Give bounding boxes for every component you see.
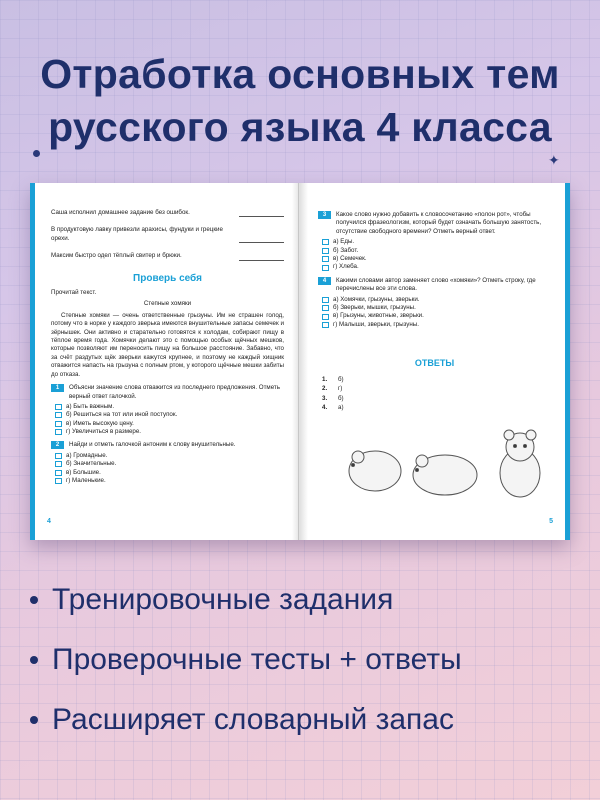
answer-row: 3. б) [322, 394, 344, 402]
text-title: Степные хомяки [143, 300, 192, 308]
hamster-icon [500, 430, 540, 497]
task-2-options [55, 452, 284, 486]
option[interactable]: б) Забот. [322, 247, 551, 255]
decor-dot [33, 150, 40, 157]
task-number: 2 [51, 441, 64, 449]
answer-row: 4. а) [322, 404, 344, 412]
option[interactable]: г) Хлеба. [322, 263, 551, 271]
checkbox[interactable] [322, 305, 329, 311]
headline-line-1: Отработка основных тем [40, 51, 560, 97]
task-1 [51, 384, 284, 401]
option[interactable]: а) Хомячки, грызуны, зверьки. [322, 296, 551, 304]
checkbox[interactable] [55, 429, 62, 435]
option[interactable]: а) Еды. [322, 238, 551, 246]
option[interactable]: в) Иметь высокую цену. [55, 420, 284, 428]
decor-star-icon: ✦ [548, 152, 560, 168]
feature-item: Проверочные тесты + ответы [30, 630, 590, 690]
checkbox[interactable] [55, 404, 62, 410]
instruction: Прочитай текст. [51, 289, 97, 297]
option[interactable]: в) Грызуны, животные, зверьки. [322, 312, 551, 320]
hamster-icon [413, 455, 477, 495]
headline-line-2: русского языка 4 класса [48, 104, 552, 150]
option[interactable]: г) Малыши, зверьки, грызуны. [322, 321, 551, 329]
task-2 [51, 441, 284, 449]
checkbox[interactable] [55, 453, 62, 459]
task-text: Какими словами автор заменяет слово «хомяки»? Отметь строку, где перечислены все эти слова. [336, 276, 536, 293]
bullet-icon [30, 596, 38, 604]
exercise-line: Максим быстро одел тёплый свитер и брюки. [51, 252, 284, 260]
checkbox[interactable] [322, 265, 329, 271]
task-text: Найди и отметь галочкой антоним к слову внушительные. [69, 441, 236, 449]
option[interactable]: в) Большие. [55, 469, 284, 477]
option[interactable]: в) Семечек. [322, 255, 551, 263]
checkbox[interactable] [55, 461, 62, 467]
checkbox[interactable] [322, 248, 329, 254]
checkbox[interactable] [322, 297, 329, 303]
page-number-left: 4 [47, 517, 51, 525]
task-number: 1 [51, 384, 64, 392]
checkbox[interactable] [322, 239, 329, 245]
checkbox[interactable] [322, 256, 329, 262]
page-number-right: 5 [549, 517, 553, 525]
left-page [30, 183, 299, 540]
feature-item: Расширяет словарный запас [30, 690, 590, 750]
task-3 [318, 211, 551, 236]
checkbox[interactable] [55, 412, 62, 418]
answer-row: 1. б) [322, 375, 344, 383]
task-1-options [55, 403, 284, 437]
answers-title: ОТВЕТЫ [414, 358, 455, 369]
option[interactable]: а) Быть важным. [55, 403, 284, 411]
checkbox[interactable] [55, 478, 62, 484]
checkbox[interactable] [55, 470, 62, 476]
task-text: Объясни значение слова отважится из последнего предложения. Отметь верный ответ галочкой. [69, 384, 280, 400]
task-4-options [322, 296, 551, 330]
headline [0, 48, 600, 154]
task-number: 4 [318, 277, 331, 285]
hamsters-illustration [340, 423, 560, 503]
section-title: Проверь себя [133, 272, 202, 284]
option[interactable]: б) Значительные. [55, 460, 284, 468]
option[interactable]: г) Увеличиться в размере. [55, 428, 284, 436]
exercise-line: В продуктовую лавку привезли арахисы, фундуки и грецкие орехи. [51, 226, 284, 243]
right-page [300, 183, 570, 540]
feature-item: Тренировочные задания [30, 570, 590, 630]
checkbox[interactable] [322, 314, 329, 320]
option[interactable]: г) Маленькие. [55, 477, 284, 485]
task-number: 3 [318, 211, 331, 219]
checkbox[interactable] [322, 322, 329, 328]
bullet-icon [30, 656, 38, 664]
task-3-options [322, 238, 551, 272]
feature-list [30, 570, 590, 750]
option[interactable]: а) Громадные. [55, 452, 284, 460]
option[interactable]: б) Зверьки, мышки, грызуны. [322, 304, 551, 312]
answer-row: 2. г) [322, 385, 343, 393]
book-spread [30, 183, 570, 540]
reading-text: Степные хомяки — очень ответственные грызуны. Им не страшен голод, потому что в норке у каждого зверька имеются внушительные запасы семечек и зёрнышек. Они активно и старательно готовятся к холодам, собирают пищу в тёплое время года. Хомячки делают это с помощью особых щёчных мешков, которые позволяют им переносить пищу на большое расстояние. Забавно, что за счёт раздутых щёк зверьки кажутся крупнее, и поэтому не каждый хищник отважится напасть на грызуна с полным ртом, у которого щёчные мешки забиты до отказа. [51, 311, 284, 378]
exercise-line: Саша исполнил домашнее задание без ошибок. [51, 209, 284, 217]
option[interactable]: б) Решиться на тот или иной поступок. [55, 411, 284, 419]
bullet-icon [30, 716, 38, 724]
hamster-icon [349, 451, 401, 491]
task-4 [318, 277, 551, 294]
checkbox[interactable] [55, 421, 62, 427]
task-text: Какое слово нужно добавить к словосочетанию «полон рот», чтобы получился фразеологизм, который будет означать большую занятость, отсутствие свободного времени? Отметь верный ответ. [336, 211, 542, 235]
